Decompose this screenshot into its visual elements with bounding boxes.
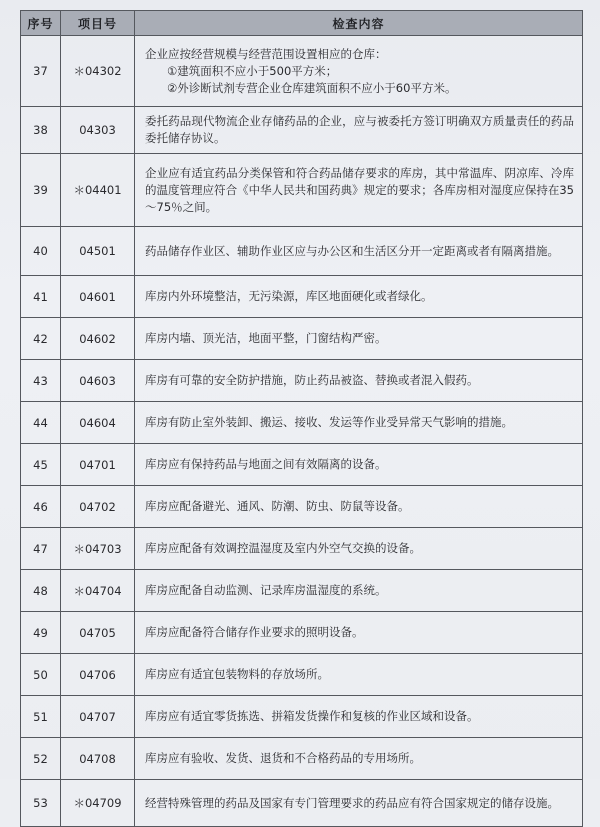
table-row — [21, 276, 583, 318]
row-subitem: ②外诊断试剂专营企业仓库建筑面积不应小于60平方米。 — [167, 80, 457, 95]
row-content: 库房应配备有效调控温湿度及室内外空气交换的设备。 — [135, 528, 583, 570]
row-content: 库房内墙、顶光洁，地面平整，门窗结构严密。 — [135, 318, 583, 360]
row-content: 库房内外环境整洁，无污染源，库区地面硬化或者绿化。 — [135, 276, 583, 318]
row-no: 42 — [21, 318, 61, 360]
row-code: 04702 — [61, 486, 135, 528]
table-header-row — [21, 11, 583, 36]
row-no: 39 — [21, 154, 61, 227]
row-no: 52 — [21, 738, 61, 780]
row-no: 41 — [21, 276, 61, 318]
table-row — [21, 318, 583, 360]
table-row — [21, 402, 583, 444]
table-row — [21, 444, 583, 486]
row-no: 44 — [21, 402, 61, 444]
row-content: 库房应有适宜零货拣选、拼箱发货操作和复核的作业区域和设备。 — [135, 696, 583, 738]
row-content — [135, 36, 583, 107]
row-no: 40 — [21, 227, 61, 276]
row-no: 37 — [21, 36, 61, 107]
row-content: 库房应配备避光、通风、防潮、防虫、防鼠等设备。 — [135, 486, 583, 528]
row-code: ＊04401 — [61, 154, 135, 227]
row-code: ＊04704 — [61, 570, 135, 612]
row-no: 51 — [21, 696, 61, 738]
row-content: 库房有可靠的安全防护措施，防止药品被盗、替换或者混入假药。 — [135, 360, 583, 402]
row-code: 04501 — [61, 227, 135, 276]
row-content: 库房应有验收、发货、退货和不合格药品的专用场所。 — [135, 738, 583, 780]
header-code: 项目号 — [61, 11, 135, 36]
row-content: 库房应有保持药品与地面之间有效隔离的设备。 — [135, 444, 583, 486]
row-content: 企业应有适宜药品分类保管和符合药品储存要求的库房，其中常温库、阴凉库、冷库的温度管理应符合《中华人民共和国药典》规定的要求；各库房相对湿度应保持在35～75％之间。 — [135, 154, 583, 227]
row-content: 药品储存作业区、辅助作业区应与办公区和生活区分开一定距离或者有隔离措施。 — [135, 227, 583, 276]
row-code: 04701 — [61, 444, 135, 486]
row-content: 库房应配备符合储存作业要求的照明设备。 — [135, 612, 583, 654]
row-content: 经营特殊管理的药品及国家有专门管理要求的药品应有符合国家规定的储存设施。 — [135, 780, 583, 827]
table-row — [21, 36, 583, 107]
row-code: 04708 — [61, 738, 135, 780]
row-code: 04705 — [61, 612, 135, 654]
inspection-table — [20, 10, 583, 827]
row-content: 委托药品现代物流企业存储药品的企业，应与被委托方签订明确双方质量责任的药品委托储存协议。 — [135, 107, 583, 154]
header-no: 序号 — [21, 11, 61, 36]
row-content: 库房应配备自动监测、记录库房温湿度的系统。 — [135, 570, 583, 612]
row-code: 04601 — [61, 276, 135, 318]
table-row — [21, 654, 583, 696]
table-row — [21, 227, 583, 276]
row-no: 48 — [21, 570, 61, 612]
row-no: 50 — [21, 654, 61, 696]
row-code: ＊04709 — [61, 780, 135, 827]
row-code: ＊04703 — [61, 528, 135, 570]
row-no: 45 — [21, 444, 61, 486]
row-no: 49 — [21, 612, 61, 654]
row-code: ＊04302 — [61, 36, 135, 107]
row-no: 53 — [21, 780, 61, 827]
row-no: 47 — [21, 528, 61, 570]
row-no: 38 — [21, 107, 61, 154]
row-no: 46 — [21, 486, 61, 528]
row-code: 04303 — [61, 107, 135, 154]
table-row — [21, 738, 583, 780]
table-row — [21, 154, 583, 227]
table-row — [21, 780, 583, 827]
table-row — [21, 570, 583, 612]
table-row — [21, 612, 583, 654]
row-content: 库房有防止室外装卸、搬运、接收、发运等作业受异常天气影响的措施。 — [135, 402, 583, 444]
table-row — [21, 107, 583, 154]
row-subitem: ①建筑面积不应小于500平方米； — [167, 63, 338, 78]
row-no: 43 — [21, 360, 61, 402]
row-code: 04602 — [61, 318, 135, 360]
table-row — [21, 360, 583, 402]
header-content: 检查内容 — [135, 11, 583, 36]
row-text: 企业应按经营规模与经营范围设置相应的仓库： — [145, 46, 387, 61]
table-row — [21, 696, 583, 738]
row-code: 04604 — [61, 402, 135, 444]
row-code: 04706 — [61, 654, 135, 696]
table-row — [21, 528, 583, 570]
row-content: 库房应有适宜包装物料的存放场所。 — [135, 654, 583, 696]
row-code: 04707 — [61, 696, 135, 738]
row-code: 04603 — [61, 360, 135, 402]
table-row — [21, 486, 583, 528]
